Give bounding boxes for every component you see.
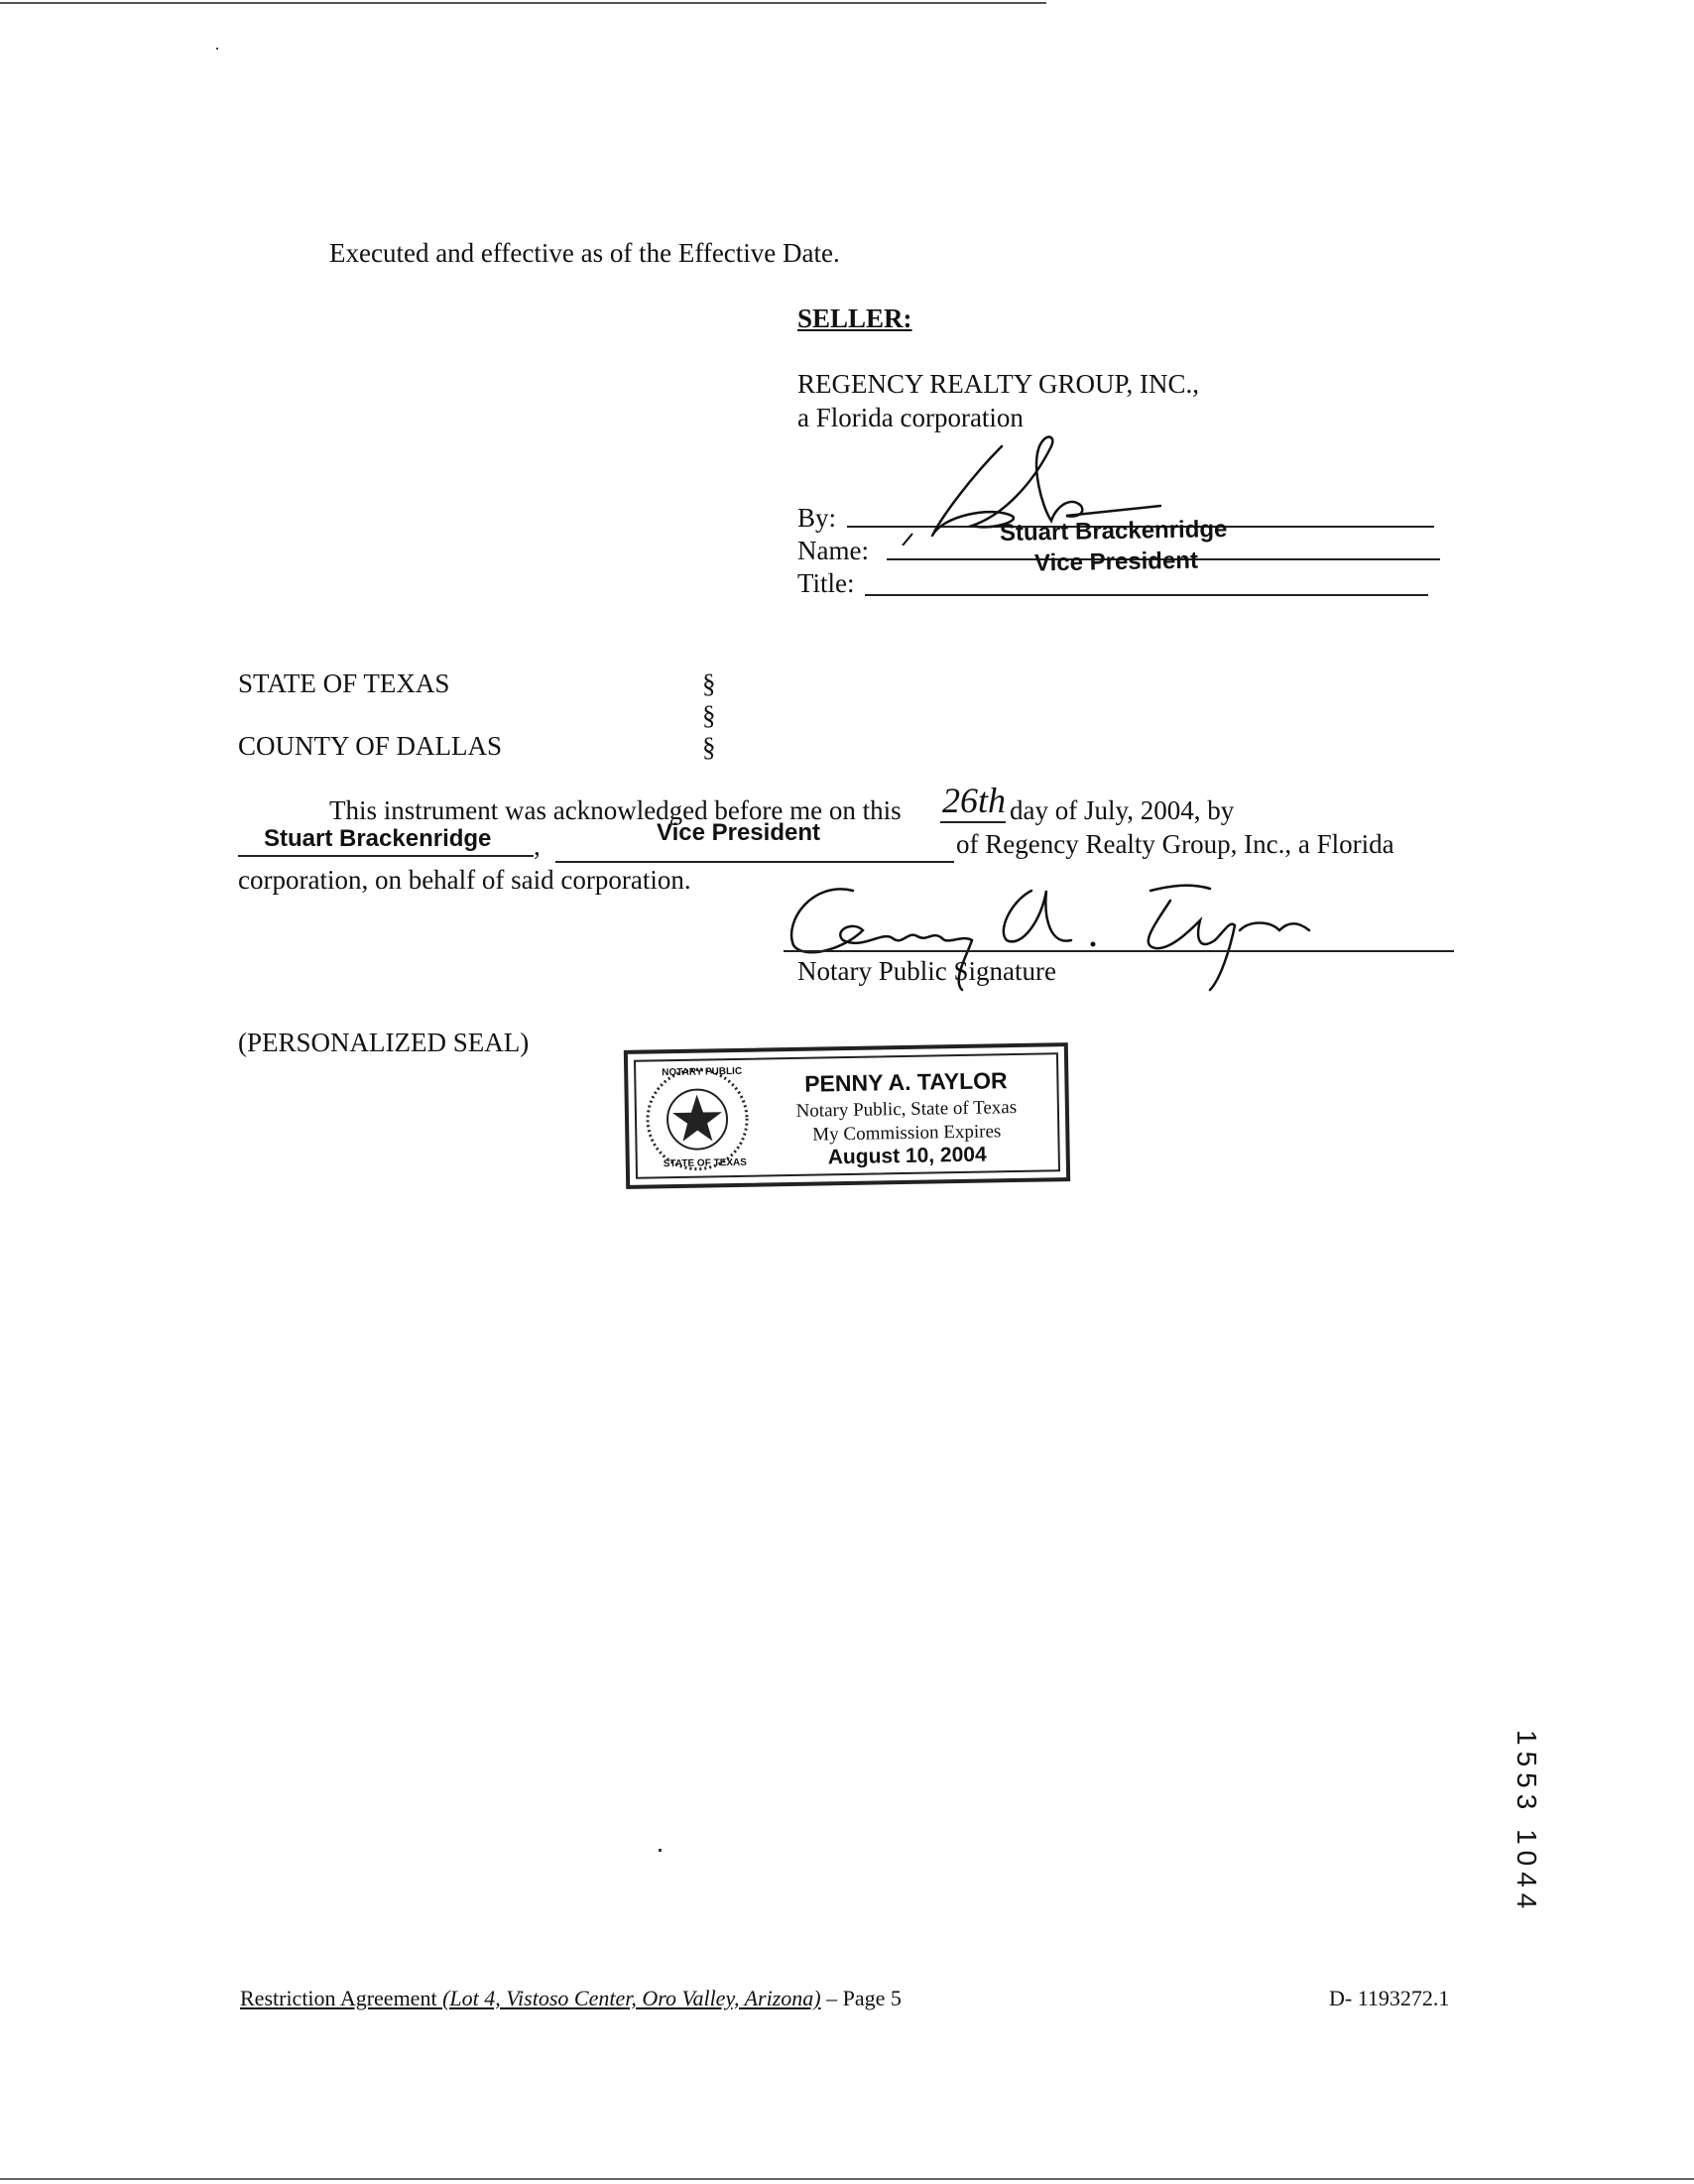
footer-left	[240, 1986, 902, 2011]
ack-day-handwritten: 26th	[942, 781, 1007, 820]
section-mark-1: §	[702, 668, 716, 698]
stamp-name: PENNY A. TAYLOR	[803, 1067, 1008, 1097]
ack-day-line	[940, 821, 1006, 823]
scan-speck	[216, 48, 218, 50]
ack-person: Stuart Brackenridge	[264, 825, 492, 852]
section-mark-2: §	[702, 700, 716, 730]
scan-top-edge	[0, 2, 1046, 4]
ack-person-line	[238, 855, 534, 857]
seller-company-desc: a Florida corporation	[797, 403, 1024, 432]
footer-left-plain: Restriction Agreement	[240, 1986, 443, 2010]
intro-text: Executed and effective as of the Effective Date.	[329, 238, 840, 268]
seal-label: (PERSONALIZED SEAL)	[238, 1028, 530, 1057]
footer-right: D- 1193272.1	[1329, 1986, 1450, 2010]
seller-title-value: Vice President	[1033, 546, 1199, 577]
seal-ring-bottom: STATE OF TEXAS	[663, 1156, 747, 1170]
ack-comma: ,	[534, 831, 541, 861]
venue-county: COUNTY OF DALLAS	[238, 731, 503, 761]
scan-speck	[659, 1849, 662, 1852]
seller-name-value: Stuart Brackenridge	[999, 516, 1228, 546]
section-mark-3: §	[702, 732, 716, 762]
title-line	[865, 594, 1428, 596]
margin-number: 1553 1044	[1512, 1730, 1542, 1915]
ack-line3: corporation, on behalf of said corporation.	[238, 865, 691, 895]
ack-title: Vice President	[657, 819, 820, 846]
notary-signature-label: Notary Public Signature	[797, 956, 1056, 986]
stamp-line3: My Commission Expires	[812, 1121, 1002, 1146]
title-label: Title:	[797, 568, 855, 598]
seller-company: REGENCY REALTY GROUP, INC.,	[797, 369, 1200, 399]
ack-line2-end: of Regency Realty Group, Inc., a Florida	[956, 829, 1394, 859]
footer-left-italic: (Lot 4, Vistoso Center, Oro Valley, Arizona)	[442, 1986, 821, 2010]
footer-left-tail: – Page 5	[820, 1986, 902, 2010]
stamp-line2: Notary Public, State of Texas	[795, 1097, 1018, 1122]
scan-bottom-edge	[0, 2178, 1694, 2180]
seller-heading: SELLER:	[797, 303, 912, 333]
stamp-date: August 10, 2004	[827, 1143, 987, 1169]
seller-signature-icon	[883, 426, 1180, 546]
notary-signature-line	[784, 950, 1454, 952]
name-label: Name:	[797, 536, 869, 565]
venue-state: STATE OF TEXAS	[238, 668, 450, 698]
ack-line1-a: This instrument was acknowledged before me on this	[329, 795, 902, 825]
seal-ring-top: NOTARY PUBLIC	[662, 1065, 743, 1079]
by-label: By:	[797, 503, 837, 533]
ack-line1-b: day of July, 2004, by	[1010, 795, 1235, 825]
notary-stamp	[624, 1042, 1070, 1189]
